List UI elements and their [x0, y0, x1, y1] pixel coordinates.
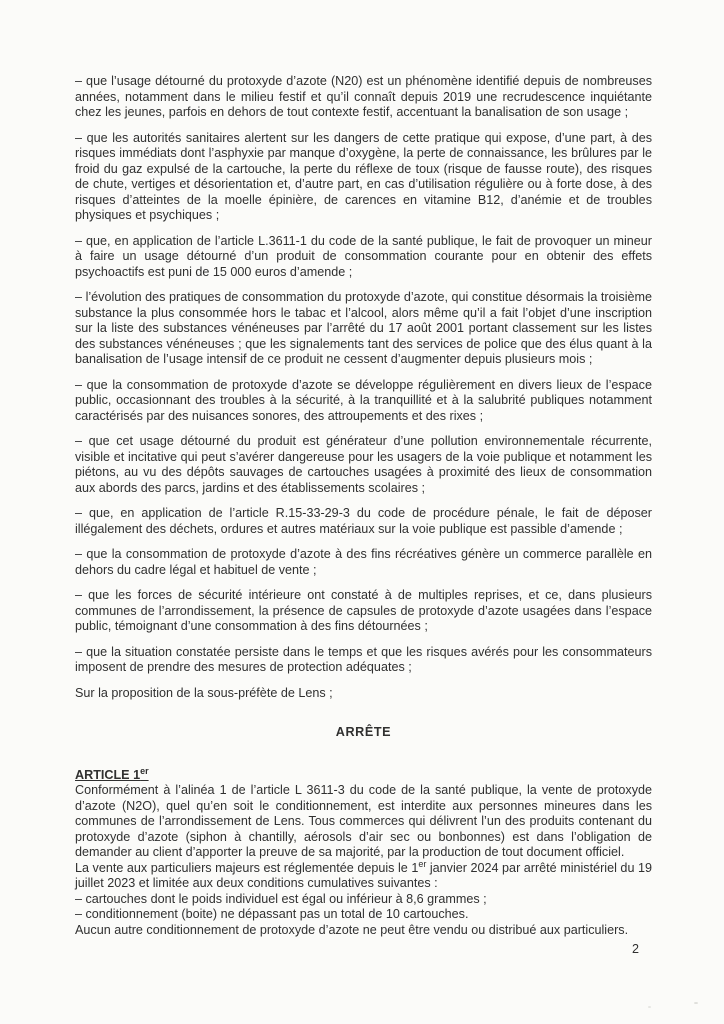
- article-1-paragraph: Conformément à l’alinéa 1 de l’article L 3611-3 du code de la santé publique, la vente de protoxyde d’azote (N2O), quel qu’en soit le conditionnement, est interdite aux personnes mineures dans les communes de l’arrondissement de Lens. Tous commerces qui délivrent l’un des produits contenant du protoxyde d’azote (siphon à chantilly, aérosols d’air sec ou bonbonnes) est dans l’obligation de demander au client d’apporter la preuve de sa majorité, par la production de tout document officiel.: [75, 783, 652, 859]
- article-1-paragraph-text: La vente aux particuliers majeurs est réglementée depuis le 1: [75, 860, 419, 875]
- page-number: 2: [631, 942, 639, 956]
- article-1-heading-text: ARTICLE 1: [75, 767, 141, 782]
- considerant-clause: – que l’usage détourné du protoxyde d’azote (N20) est un phénomène identifié depuis de nombreuses années, notamment dans le milieu festif et qu’il connaît depuis 2019 une recrudescence inquiétante chez les jeunes, parfois en dehors de tout contexte festif, accentuant la banalisation de son usage ;: [75, 74, 652, 119]
- considerant-clause: – que, en application de l’article R.15-33-29-3 du code de procédure pénale, le fait de déposer illégalement des déchets, ordures et autres matériaux sur la voie publique est passible d’amende ;: [75, 506, 652, 536]
- arrete-heading: ARRÊTE: [335, 725, 392, 739]
- considerant-clause: – que les forces de sécurité intérieure ont constaté à de multiples reprises, et ce, dans plusieurs communes de l’arrondissement, la présence de capsules de protoxyde d’azote usagées dans l’espace public, témoignant d’une consommation à des fins détournées ;: [75, 588, 652, 633]
- article-1-paragraph: Aucun autre conditionnement de protoxyde d’azote ne peut être vendu ou distribué aux particuliers.: [75, 922, 629, 937]
- article-1-condition: – cartouches dont le poids individuel est égal ou inférieur à 8,6 grammes ;: [75, 891, 487, 906]
- article-1-paragraph-text: janvier 2024 par arrêté ministériel du 19 juillet 2023 et limitée aux deux conditions cumulatives suivantes :: [75, 860, 652, 890]
- considerant-clause: – l’évolution des pratiques de consommation du protoxyde d’azote, qui constitue désormais la troisième substance la plus consommée hors le tabac et l’alcool, alors même qu’il a fait l’objet d’une inscription sur la liste des substances vénéneuses par l’arrêté du 17 août 2001 portant classement sur les listes des substances vénéneuses ; que les signalements tant des services de police que des élus quant à la banalisation de l’usage intensif de ce produit ne cessent d’augmenter depuis plusieurs mois ;: [75, 290, 652, 366]
- considerant-clause: – que la consommation de protoxyde d’azote à des fins récréatives génère un commerce parallèle en dehors du cadre légal et habituel de vente ;: [75, 547, 652, 577]
- article-1-paragraph: [75, 858, 652, 892]
- considerant-clause: – que la situation constatée persiste dans le temps et que les risques avérés pour les consommateurs imposent de prendre des mesures de protection adéquates ;: [75, 644, 652, 674]
- considerant-clause: – que les autorités sanitaires alertent sur les dangers de cette pratique qui expose, d’une part, à des risques immédiats dont l’asphyxie par manque d’oxygène, la perte de connaissance, les brûlures par le froid du gaz expulsé de la cartouche, la perte du réflexe de toux (risque de fausse route), des risques de chute, vertiges et désorientation et, d’autre part, en cas d’utilisation régulière ou à forte dose, à des risques d’atteintes de la moelle épinière, de carences en vitamine B12, d’anémie et de troubles physiques et psychiques ;: [75, 130, 652, 222]
- considerant-clause: – que la consommation de protoxyde d’azote se développe régulièrement en divers lieux de l’espace public, occasionnant des troubles à la sécurité, à la tranquillité et à la salubrité publiques notamment caractérisés par des nuisances sonores, des attroupements et des rixes ;: [75, 377, 652, 423]
- article-1-body: [75, 783, 652, 938]
- proposition-line: Sur la proposition de la sous-préfète de Lens ;: [75, 685, 333, 700]
- considerant-clause: – que cet usage détourné du produit est générateur d’une pollution environnementale récurrente, visible et incitative qui peut s’avérer dangereuse pour les usagers de la voie publique et notamment les piétons, au vu des dépôts sauvages de cartouches usagées à proximité des lieux de consommation aux abords des parcs, jardins et des établissements scolaires ;: [75, 434, 652, 495]
- scan-artifact: [648, 1006, 651, 1008]
- article-1-heading-superscript: er: [140, 765, 149, 776]
- article-1-condition: – conditionnement (boite) ne dépassant pas un total de 10 cartouches.: [75, 907, 469, 921]
- scan-artifact: [694, 1002, 698, 1004]
- article-1-heading: [75, 765, 652, 784]
- document-body: [75, 74, 652, 958]
- considerant-clause: – que, en application de l’article L.3611-1 du code de la santé publique, le fait de provoquer un mineur à faire un usage détourné d’un produit de consommation courante pour en obtenir des effets psychoactifs est puni de 15 000 euros d’amende ;: [75, 233, 652, 279]
- ordinal-superscript: er: [418, 858, 427, 869]
